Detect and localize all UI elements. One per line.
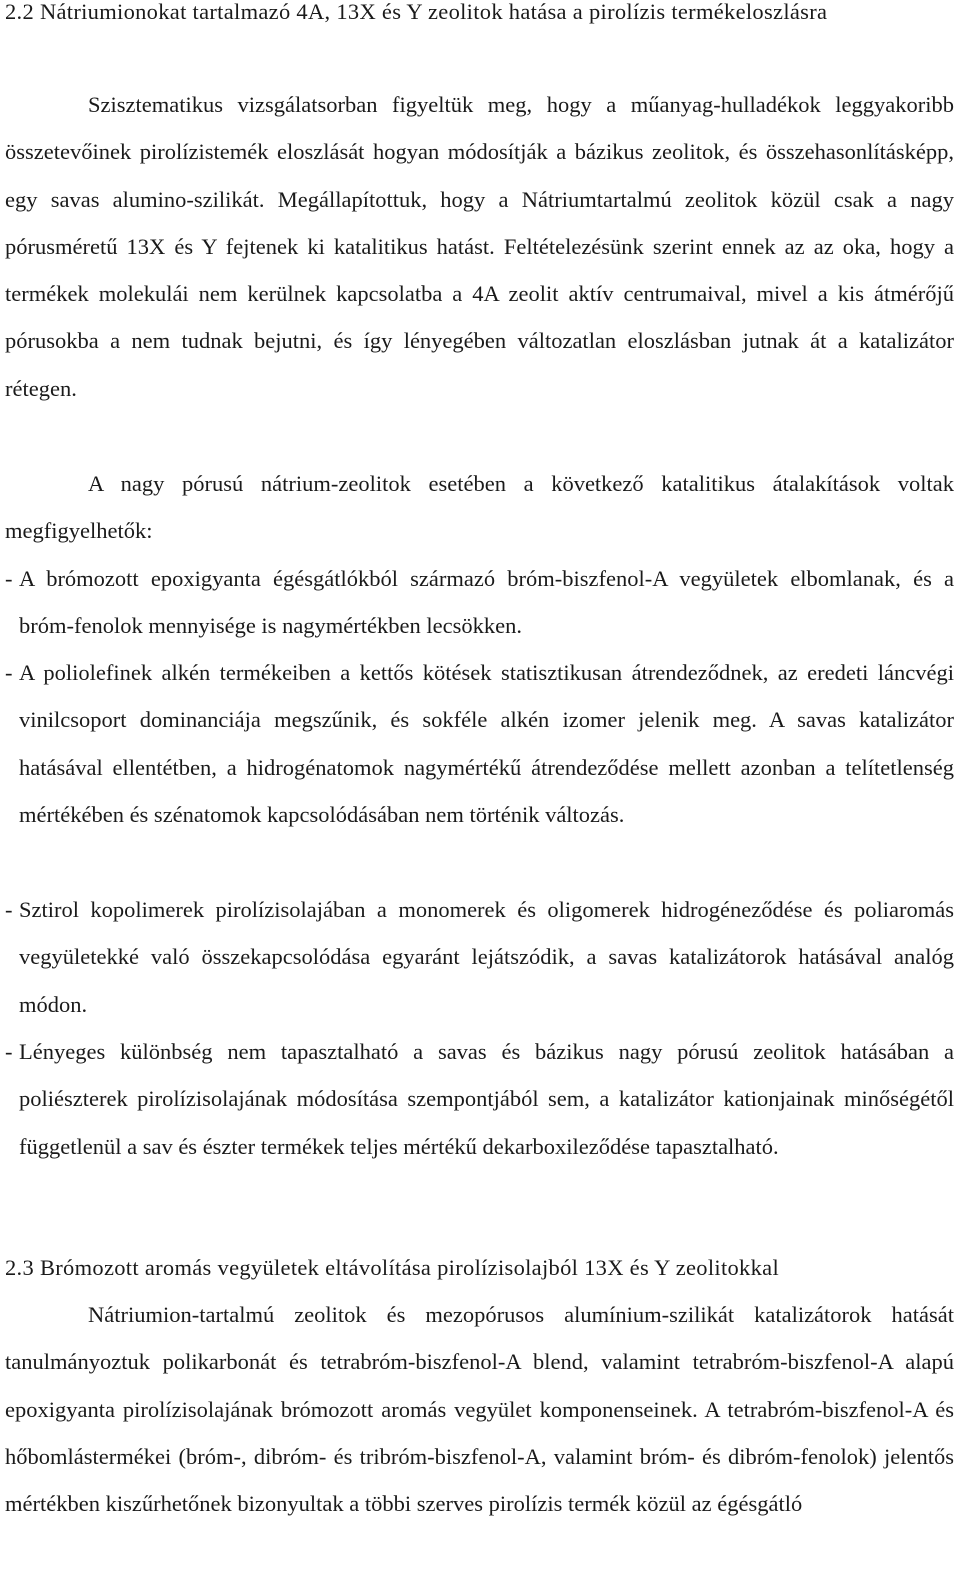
list-item-text: Lényeges különbség nem tapasztalható a savas és bázikus nagy pórusú zeolitok hatásában a poliészterek pirolízisolajának módosítása szempontjából sem, a katalizátor kationjainak minőségétől függetlenül a sav és észter termékek teljes mértékű dekarboxileződése tapasztalható. (19, 1039, 954, 1159)
list-item-text: A brómozott epoxigyanta égésgátlókból származó bróm-biszfenol-A vegyületek elbomlanak, és a bróm-fenolok mennyisége is nagymértékben lecsökken. (19, 566, 954, 639)
list-item (5, 886, 954, 1028)
section-2-2-heading: 2.2 Nátriumionokat tartalmazó 4A, 13X és Y zeolitok hatása a pirolízis termékeloszlásra (5, 0, 828, 24)
section-2-3-heading: 2.3 Brómozott aromás vegyületek eltávolítása pirolízisolajból 13X és Y zeolitokkal (5, 1255, 779, 1280)
section-2-3-paragraph-1: Nátriumion-tartalmú zeolitok és mezopórusos alumínium-szilikát katalizátorok hatását tanulmányoztuk polikarbonát és tetrabróm-biszfenol-A blend, valamint tetrabróm-biszfenol-A alapú epoxigyanta pirolízisolajának brómozott aromás vegyület komponenseinek. A tetrabróm-biszfenol-A és hőbomlástermékei (bróm-, dibróm- és tribróm-biszfenol-A, valamint bróm- és dibróm-fenolok) jelentős mértékben kiszűrhetőnek bizonyultak a többi szerves pirolízis termék közül az égésgátló (5, 1302, 954, 1517)
list-item (5, 649, 954, 838)
list-dash: - (5, 1039, 13, 1064)
section-2-2-paragraph-1: Szisztematikus vizsgálatsorban figyeltük meg, hogy a műanyag-hulladékok leggyakoribb összetevőinek pirolízistemék eloszlását hogyan módosítják a bázikus zeolitok, és összehasonlításképp, egy savas alumino-szilikát. Megállapítottuk, hogy a Nátriumtartalmú zeolitok közül csak a nagy pórusméretű 13X és Y fejtenek ki katalitikus hatást. Feltételezésünk szerint ennek az az oka, hogy a termékek molekulái nem kerülnek kapcsolatba a 4A zeolit aktív centrumaival, mivel a kis átmérőjű pórusokba a nem tudnak bejutni, és így lényegében változatlan eloszlásban jutnak át a katalizátor rétegen. (5, 92, 954, 401)
list-item (5, 1028, 954, 1170)
list-dash: - (5, 660, 13, 685)
section-2-2-paragraph-2: A nagy pórusú nátrium-zeolitok esetében a következő katalitikus átalakítások voltak megfigyelhetők: (5, 471, 954, 544)
list-item-text: Sztirol kopolimerek pirolízisolajában a monomerek és oligomerek hidrogéneződése és poliaromás vegyületekké való összekapcsolódása egyaránt lejátszódik, a savas katalizátorok hatásával analóg módon. (19, 897, 954, 1017)
list-item (5, 555, 954, 650)
list-item-text: A poliolefinek alkén termékeiben a kettős kötések statisztikusan átrendeződnek, az eredeti láncvégi vinilcsoport dominanciája megszűnik, és sokféle alkén izomer jelenik meg. A savas katalizátor hatásával ellentétben, a hidrogénatomok nagymértékű átrendeződése mellett azonban a telítetlenség mértékében és szénatomok kapcsolódásában nem történik változás. (19, 660, 954, 827)
list-dash: - (5, 897, 13, 922)
list-dash: - (5, 566, 13, 591)
